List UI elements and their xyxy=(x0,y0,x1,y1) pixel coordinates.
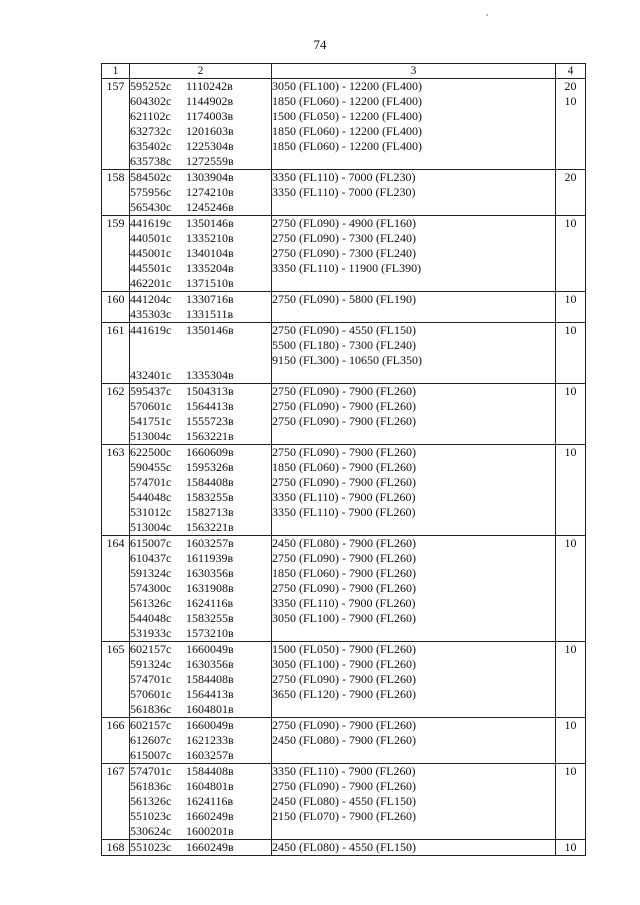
altitude-range: 2750 (FL090) - 7900 (FL260) xyxy=(272,551,416,565)
coordinate-pair xyxy=(130,445,271,460)
latitude: 432401с xyxy=(130,368,172,382)
latitude: 530624с xyxy=(130,824,172,838)
table-row xyxy=(102,642,586,718)
levels-cell xyxy=(272,170,556,216)
altitude-range: 1850 (FL060) - 7900 (FL260) xyxy=(272,566,416,580)
longitude: 1555723в xyxy=(186,414,234,428)
coordinate-pair xyxy=(130,672,271,687)
altitude-range: 1850 (FL060) - 12200 (FL400) xyxy=(272,139,422,153)
latitude: 574701с xyxy=(130,475,172,489)
value: 10 xyxy=(564,718,577,732)
value-cell xyxy=(556,718,586,764)
value-cell xyxy=(556,79,586,170)
coordinate-pair xyxy=(130,475,271,490)
coordinates-cell xyxy=(130,323,272,384)
latitude: 574300с xyxy=(130,581,172,595)
column-header-3: 3 xyxy=(272,64,556,79)
latitude: 440501с xyxy=(130,231,172,245)
altitude-range: 3350 (FL110) - 11900 (FL390) xyxy=(272,261,422,275)
coordinates-cell xyxy=(130,536,272,642)
row-number: 165 xyxy=(102,642,130,718)
coordinate-pair xyxy=(130,338,271,353)
latitude: 621102с xyxy=(130,109,171,123)
coordinate-pair xyxy=(130,94,271,109)
longitude: 1335210в xyxy=(186,231,234,245)
latitude: 435303с xyxy=(130,307,172,321)
table-row xyxy=(102,536,586,642)
altitude-range: 3350 (FL110) - 7900 (FL260) xyxy=(272,505,416,519)
latitude: 570601с xyxy=(130,399,172,413)
row-number: 168 xyxy=(102,840,130,856)
coordinates-cell xyxy=(130,718,272,764)
latitude: 544048с xyxy=(130,490,172,504)
latitude: 615007с xyxy=(130,748,172,762)
latitude: 610437с xyxy=(130,551,172,565)
coordinates-cell xyxy=(130,170,272,216)
latitude: 513004с xyxy=(130,520,172,534)
levels-cell xyxy=(272,79,556,170)
scan-speck xyxy=(486,14,488,16)
coordinate-pair xyxy=(130,384,271,399)
altitude-range: 9150 (FL300) - 10650 (FL350) xyxy=(272,353,422,367)
latitude: 612607с xyxy=(130,733,172,747)
longitude: 1595326в xyxy=(186,460,234,474)
coordinate-pair xyxy=(130,520,271,535)
coordinate-pair xyxy=(130,246,271,261)
altitude-range: 1850 (FL060) - 12200 (FL400) xyxy=(272,124,422,138)
table-row xyxy=(102,445,586,536)
column-header-4: 4 xyxy=(556,64,586,79)
value: 10 xyxy=(564,216,577,230)
table-row xyxy=(102,292,586,323)
latitude: 570601с xyxy=(130,687,172,701)
longitude: 1225304в xyxy=(186,139,234,153)
longitude: 1563221в xyxy=(186,520,234,534)
value-cell xyxy=(556,642,586,718)
longitude: 1660049в xyxy=(186,718,234,732)
row-number: 157 xyxy=(102,79,130,170)
coordinate-pair xyxy=(130,718,271,733)
coordinate-pair xyxy=(130,687,271,702)
longitude: 1274210в xyxy=(186,185,234,199)
altitude-range: 2450 (FL080) - 7900 (FL260) xyxy=(272,733,416,747)
altitude-range: 2750 (FL090) - 7900 (FL260) xyxy=(272,445,416,459)
longitude: 1504313в xyxy=(186,384,234,398)
coordinate-pair xyxy=(130,840,271,855)
value-cell xyxy=(556,216,586,292)
coordinate-pair xyxy=(130,185,271,200)
coordinate-pair xyxy=(130,276,271,291)
longitude: 1604801в xyxy=(186,702,234,716)
latitude: 531933с xyxy=(130,626,172,640)
latitude: 462201с xyxy=(130,276,172,290)
longitude: 1573210в xyxy=(186,626,234,640)
altitude-range: 2750 (FL090) - 7900 (FL260) xyxy=(272,779,416,793)
row-number: 158 xyxy=(102,170,130,216)
longitude: 1331511в xyxy=(186,307,234,321)
altitude-range: 3050 (FL100) - 12200 (FL400) xyxy=(272,79,422,93)
value-cell xyxy=(556,840,586,856)
coordinate-pair xyxy=(130,368,271,383)
latitude: 441619с xyxy=(130,216,172,230)
coordinate-pair xyxy=(130,323,271,338)
altitude-range: 5500 (FL180) - 7300 (FL240) xyxy=(272,338,416,352)
coordinate-pair xyxy=(130,353,271,368)
longitude: 1110242в xyxy=(186,79,233,93)
latitude: 591324с xyxy=(130,566,172,580)
latitude: 615007с xyxy=(130,536,172,550)
latitude: 531012с xyxy=(130,505,172,519)
latitude: 445001с xyxy=(130,246,172,260)
latitude: 513004с xyxy=(130,429,172,443)
altitude-range: 2750 (FL090) - 7900 (FL260) xyxy=(272,672,416,686)
levels-cell xyxy=(272,840,556,856)
longitude: 1584408в xyxy=(186,764,234,778)
latitude: 635738с xyxy=(130,154,172,168)
levels-cell xyxy=(272,292,556,323)
latitude: 602157с xyxy=(130,718,172,732)
longitude: 1660049в xyxy=(186,642,234,656)
coordinate-pair xyxy=(130,551,271,566)
coordinate-pair xyxy=(130,536,271,551)
latitude: 595437с xyxy=(130,384,172,398)
value: 20 xyxy=(564,79,577,93)
latitude: 591324с xyxy=(130,657,172,671)
altitude-range: 3350 (FL110) - 7000 (FL230) xyxy=(272,185,416,199)
altitude-range: 2750 (FL090) - 7900 (FL260) xyxy=(272,475,416,489)
coordinate-pair xyxy=(130,581,271,596)
coordinates-cell xyxy=(130,384,272,445)
altitude-range: 2750 (FL090) - 4550 (FL150) xyxy=(272,323,416,337)
levels-cell xyxy=(272,642,556,718)
table-header-row xyxy=(102,64,586,79)
value: 10 xyxy=(564,292,577,306)
coordinate-pair xyxy=(130,779,271,794)
longitude: 1335204в xyxy=(186,261,234,275)
latitude: 604302с xyxy=(130,94,172,108)
coordinate-pair xyxy=(130,261,271,276)
longitude: 1201603в xyxy=(186,124,234,138)
altitude-range: 3050 (FL100) - 7900 (FL260) xyxy=(272,611,416,625)
coordinate-pair xyxy=(130,292,271,307)
coordinate-pair xyxy=(130,626,271,641)
longitude: 1563221в xyxy=(186,429,234,443)
levels-cell xyxy=(272,718,556,764)
value: 10 xyxy=(564,445,577,459)
table-row xyxy=(102,384,586,445)
longitude: 1303904в xyxy=(186,170,234,184)
longitude: 1272559в xyxy=(186,154,234,168)
altitude-range: 2750 (FL090) - 7900 (FL260) xyxy=(272,384,416,398)
latitude: 590455с xyxy=(130,460,172,474)
altitude-range: 3350 (FL110) - 7900 (FL260) xyxy=(272,490,416,504)
altitude-range: 2750 (FL090) - 7900 (FL260) xyxy=(272,718,416,732)
levels-cell xyxy=(272,323,556,384)
longitude: 1350146в xyxy=(186,323,234,337)
coordinate-pair xyxy=(130,764,271,779)
coordinate-pair xyxy=(130,231,271,246)
altitude-range: 1500 (FL050) - 7900 (FL260) xyxy=(272,642,416,656)
longitude: 1174003в xyxy=(186,109,234,123)
coordinates-cell xyxy=(130,79,272,170)
latitude: 574701с xyxy=(130,764,172,778)
coordinate-pair xyxy=(130,109,271,124)
coordinate-pair xyxy=(130,399,271,414)
longitude: 1564413в xyxy=(186,687,234,701)
latitude: 561326с xyxy=(130,596,172,610)
coordinates-cell xyxy=(130,642,272,718)
levels-cell xyxy=(272,384,556,445)
coordinate-pair xyxy=(130,611,271,626)
coordinate-pair xyxy=(130,429,271,444)
coordinates-cell xyxy=(130,216,272,292)
coordinates-cell xyxy=(130,764,272,840)
altitude-range: 2750 (FL090) - 5800 (FL190) xyxy=(272,292,416,306)
latitude: 541751с xyxy=(130,414,172,428)
altitude-range: 3050 (FL100) - 7900 (FL260) xyxy=(272,657,416,671)
altitude-range: 1850 (FL060) - 12200 (FL400) xyxy=(272,94,422,108)
altitude-range: 2750 (FL090) - 7900 (FL260) xyxy=(272,399,416,413)
longitude: 1600201в xyxy=(186,824,234,838)
altitude-range: 1850 (FL060) - 7900 (FL260) xyxy=(272,460,416,474)
page-number: 74 xyxy=(313,37,327,52)
altitude-range: 3350 (FL110) - 7900 (FL260) xyxy=(272,764,416,778)
value-cell xyxy=(556,445,586,536)
coordinate-pair xyxy=(130,307,271,322)
row-number: 163 xyxy=(102,445,130,536)
latitude: 595252с xyxy=(130,79,172,93)
coordinate-pair xyxy=(130,824,271,839)
latitude: 561836с xyxy=(130,779,172,793)
value: 10 xyxy=(564,536,577,550)
row-number: 162 xyxy=(102,384,130,445)
longitude: 1583255в xyxy=(186,611,234,625)
coordinate-pair xyxy=(130,809,271,824)
altitude-range: 2750 (FL090) - 7900 (FL260) xyxy=(272,414,416,428)
value-cell xyxy=(556,170,586,216)
table-row xyxy=(102,718,586,764)
value: 10 xyxy=(564,94,577,108)
coordinate-pair xyxy=(130,748,271,763)
altitude-range: 2750 (FL090) - 7900 (FL260) xyxy=(272,581,416,595)
levels-cell xyxy=(272,445,556,536)
latitude: 565430с xyxy=(130,200,172,214)
coordinate-pair xyxy=(130,596,271,611)
longitude: 1330716в xyxy=(186,292,234,306)
latitude: 602157с xyxy=(130,642,172,656)
levels-cell xyxy=(272,216,556,292)
value-cell xyxy=(556,323,586,384)
coordinate-pair xyxy=(130,154,271,169)
longitude: 1630356в xyxy=(186,657,234,671)
longitude: 1624116в xyxy=(186,794,234,808)
longitude: 1584408в xyxy=(186,475,234,489)
longitude: 1660249в xyxy=(186,840,234,854)
altitude-range: 2750 (FL090) - 4900 (FL160) xyxy=(272,216,416,230)
longitude: 1583255в xyxy=(186,490,234,504)
latitude: 575956с xyxy=(130,185,172,199)
value: 10 xyxy=(564,764,577,778)
column-header-1: 1 xyxy=(102,64,130,79)
longitude: 1371510в xyxy=(186,276,234,290)
table-row xyxy=(102,840,586,856)
levels-cell xyxy=(272,764,556,840)
longitude: 1631908в xyxy=(186,581,234,595)
latitude: 622500с xyxy=(130,445,172,459)
coordinate-pair xyxy=(130,505,271,520)
coordinate-pair xyxy=(130,702,271,717)
altitude-range: 2450 (FL080) - 4550 (FL150) xyxy=(272,794,416,808)
table-body xyxy=(102,79,586,856)
coordinate-pair xyxy=(130,733,271,748)
latitude: 441204с xyxy=(130,292,172,306)
latitude: 584502с xyxy=(130,170,172,184)
longitude: 1335304в xyxy=(186,368,234,382)
longitude: 1340104в xyxy=(186,246,234,260)
altitude-range: 2450 (FL080) - 7900 (FL260) xyxy=(272,536,416,550)
altitude-range: 1500 (FL050) - 12200 (FL400) xyxy=(272,109,422,123)
table-row xyxy=(102,764,586,840)
value-cell xyxy=(556,292,586,323)
latitude: 574701с xyxy=(130,672,172,686)
coordinate-pair xyxy=(130,566,271,581)
value: 10 xyxy=(564,840,577,854)
longitude: 1582713в xyxy=(186,505,234,519)
altitude-range: 2750 (FL090) - 7300 (FL240) xyxy=(272,246,416,260)
value: 10 xyxy=(564,323,577,337)
column-header-2: 2 xyxy=(130,64,272,79)
row-number: 164 xyxy=(102,536,130,642)
value-cell xyxy=(556,536,586,642)
table-row xyxy=(102,170,586,216)
coordinate-pair xyxy=(130,170,271,185)
latitude: 561326с xyxy=(130,794,172,808)
altitude-range: 3350 (FL110) - 7000 (FL230) xyxy=(272,170,416,184)
value: 20 xyxy=(564,170,577,184)
longitude: 1350146в xyxy=(186,216,234,230)
value: 10 xyxy=(564,384,577,398)
longitude: 1603257в xyxy=(186,536,234,550)
coordinate-pair xyxy=(130,490,271,505)
row-number: 167 xyxy=(102,764,130,840)
latitude: 632732с xyxy=(130,124,172,138)
latitude: 551023с xyxy=(130,840,172,854)
longitude: 1621233в xyxy=(186,733,234,747)
coordinate-pair xyxy=(130,642,271,657)
altitude-range: 2450 (FL080) - 4550 (FL150) xyxy=(272,840,416,854)
airspace-table xyxy=(101,63,586,856)
value-cell xyxy=(556,764,586,840)
row-number: 159 xyxy=(102,216,130,292)
table-row xyxy=(102,79,586,170)
longitude: 1144902в xyxy=(186,94,234,108)
table-row xyxy=(102,323,586,384)
longitude: 1245246в xyxy=(186,200,234,214)
coordinates-cell xyxy=(130,445,272,536)
coordinate-pair xyxy=(130,414,271,429)
longitude: 1660249в xyxy=(186,809,234,823)
coordinate-pair xyxy=(130,139,271,154)
latitude: 544048с xyxy=(130,611,172,625)
longitude: 1604801в xyxy=(186,779,234,793)
altitude-range: 3650 (FL120) - 7900 (FL260) xyxy=(272,687,416,701)
row-number: 166 xyxy=(102,718,130,764)
levels-cell xyxy=(272,536,556,642)
longitude: 1564413в xyxy=(186,399,234,413)
coordinates-cell xyxy=(130,840,272,856)
coordinate-pair xyxy=(130,79,271,94)
latitude: 561836с xyxy=(130,702,172,716)
longitude: 1660609в xyxy=(186,445,234,459)
longitude: 1584408в xyxy=(186,672,234,686)
value: 10 xyxy=(564,642,577,656)
altitude-range: 2150 (FL070) - 7900 (FL260) xyxy=(272,809,416,823)
longitude: 1630356в xyxy=(186,566,234,580)
latitude: 635402с xyxy=(130,139,172,153)
coordinates-cell xyxy=(130,292,272,323)
row-number: 161 xyxy=(102,323,130,384)
coordinate-pair xyxy=(130,657,271,672)
latitude: 445501с xyxy=(130,261,172,275)
coordinate-pair xyxy=(130,216,271,231)
coordinate-pair xyxy=(130,124,271,139)
table-row xyxy=(102,216,586,292)
longitude: 1611939в xyxy=(186,551,234,565)
longitude: 1624116в xyxy=(186,596,234,610)
coordinate-pair xyxy=(130,460,271,475)
value-cell xyxy=(556,384,586,445)
row-number: 160 xyxy=(102,292,130,323)
latitude: 551023с xyxy=(130,809,172,823)
coordinate-pair xyxy=(130,794,271,809)
longitude: 1603257в xyxy=(186,748,234,762)
latitude: 441619с xyxy=(130,323,172,337)
coordinate-pair xyxy=(130,200,271,215)
altitude-range: 2750 (FL090) - 7300 (FL240) xyxy=(272,231,416,245)
altitude-range: 3350 (FL110) - 7900 (FL260) xyxy=(272,596,416,610)
